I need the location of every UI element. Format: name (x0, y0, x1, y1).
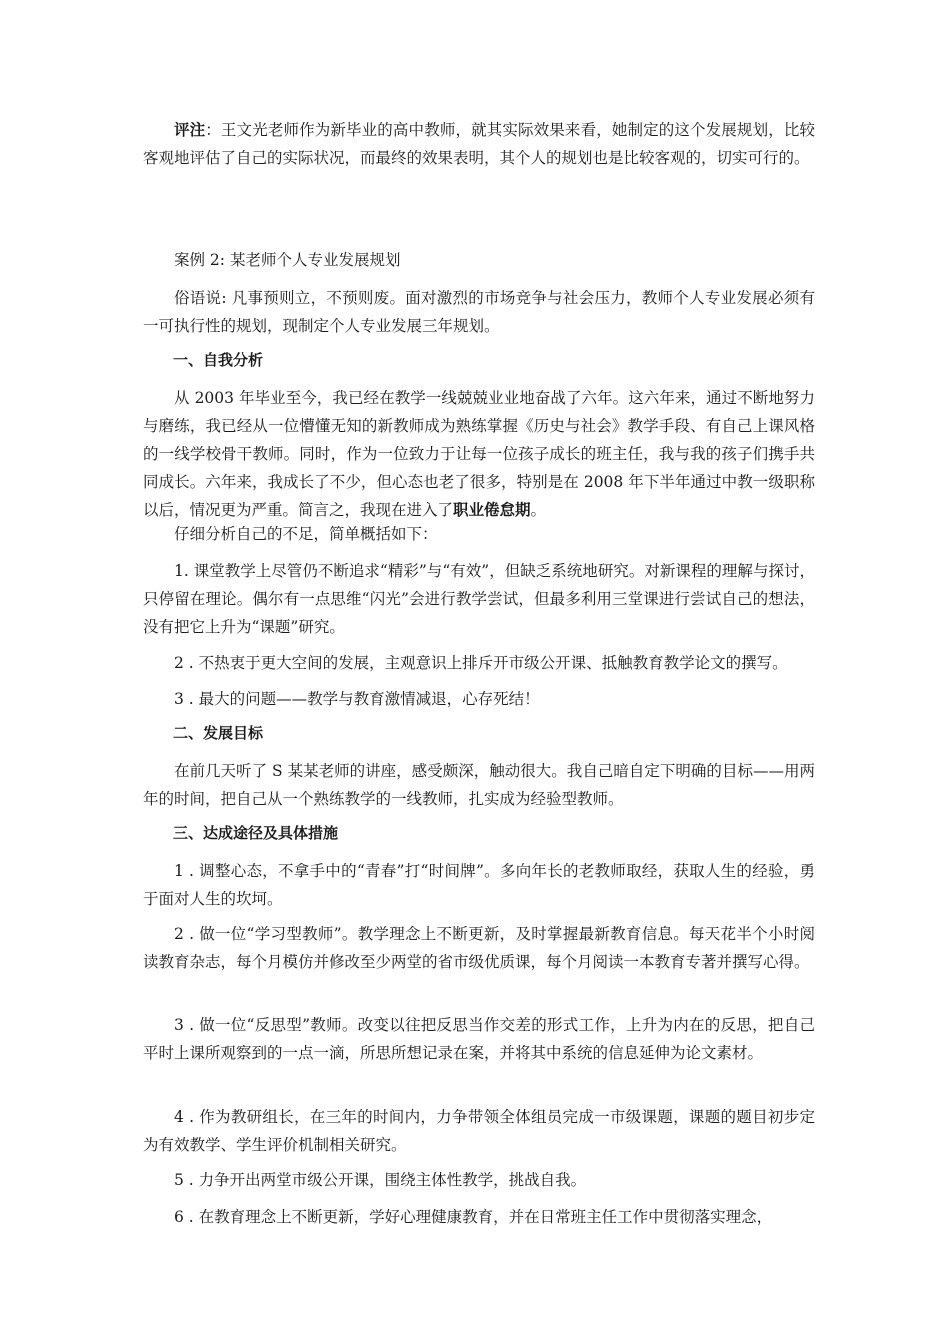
shortcoming-item: 2 . 不热衷于更大空间的发展，主观意识上排斥开市级公开课、抵触教育教学论文的撰写。 (174, 654, 788, 672)
case-title: 案例 2: 某老师个人专业发展规划 (174, 251, 401, 269)
comment-label: 评注 (174, 120, 206, 139)
self-analysis-paragraph (143, 384, 815, 524)
measure-item: 3 . 做一位“反思型”教师。改变以往把反思当作交差的形式工作，上升为内在的反思，把自己平时上课所观察到的一点一滴，所思所想记录在案，并将其中系统的信息延伸为论文素材。 (143, 1016, 815, 1062)
intro-paragraph: 俗语说: 凡事预则立，不预则废。面对激烈的市场竞争与社会压力，教师个人专业发展必须有一可执行性的规划，现制定个人专业发展三年规划。 (143, 289, 815, 335)
self-analysis-end: 。 (530, 501, 547, 519)
section-heading-self-analysis: 一、自我分析 (173, 351, 264, 369)
measure-item: 5 . 力争开出两堂市级公开课，围绕主体性教学，挑战自我。 (174, 1171, 587, 1189)
comment-text: ：王文光老师作为新毕业的高中教师，就其实际效果来看，她制定的这个发展规划，比较客观地评估了自己的实际状况，而最终的效果表明，其个人的规划也是比较客观的，切实可行的。 (143, 121, 815, 167)
shortcoming-item: 1. 课堂教学上尽管仍不断追求“精彩”与“有效”，但缺乏系统地研究。对新课程的理解与探讨，只停留在理论。偶尔有一点思维“闪光”会进行教学尝试，但最多利用三堂课进行尝试自己的想法，没有把它上升为“课题”研究。 (143, 562, 815, 636)
section-heading-measures: 三、达成途径及具体措施 (173, 824, 339, 842)
measure-item: 4 . 作为教研组长，在三年的时间内，力争带领全体组员完成一市级课题，课题的题目初步定为有效教学、学生评价机制相关研究。 (143, 1108, 815, 1154)
summary-paragraph: 仔细分析自己的不足，简单概括如下： (174, 525, 438, 543)
measure-item: 1 . 调整心态，不拿手中的“青春”打“时间牌”。多向年长的老教师取经，获取人生的经验，勇于面对人生的坎坷。 (143, 862, 815, 908)
goals-paragraph: 在前几天听了 S 某某老师的讲座，感受颇深，触动很大。我自己暗自定下明确的目标——用两年的时间，把自己从一个熟练教学的一线教师，扎实成为经验型教师。 (143, 762, 815, 808)
comment-paragraph (143, 116, 815, 172)
shortcoming-item: 3 . 最大的问题——教学与教育激情减退，心存死结！ (174, 690, 540, 708)
measure-item: 2 . 做一位“学习型教师”。教学理念上不断更新，及时掌握最新教育信息。每天花半个小时阅读教育杂志，每个月模仿并修改至少两堂的省市级优质课，每个月阅读一本教育专著并撰写心得。 (143, 925, 815, 971)
section-heading-goals: 二、发展目标 (173, 724, 264, 742)
self-analysis-text: 从 2003 年毕业至今，我已经在教学一线兢兢业业地奋战了六年。这六年来，通过不断地努力与磨练，我已经从一位懵懂无知的新教师成为熟练掌握《历史与社会》教学手段、有自己上课风格的一线学校骨干教师。同时，作为一位致力于让每一位孩子成长的班主任，我与我的孩子们携手共同成长。六年来，我成长了不少，但心态也老了很多，特别是在 2008 年下半年通过中教一级职称以后，情况更为严重。简言之，我现在进入了 (143, 389, 815, 519)
burnout-term: 职业倦怠期 (453, 500, 531, 519)
measure-item: 6 . 在教育理念上不断更新，学好心理健康教育，并在日常班主任工作中贯彻落实理念， (174, 1208, 773, 1226)
